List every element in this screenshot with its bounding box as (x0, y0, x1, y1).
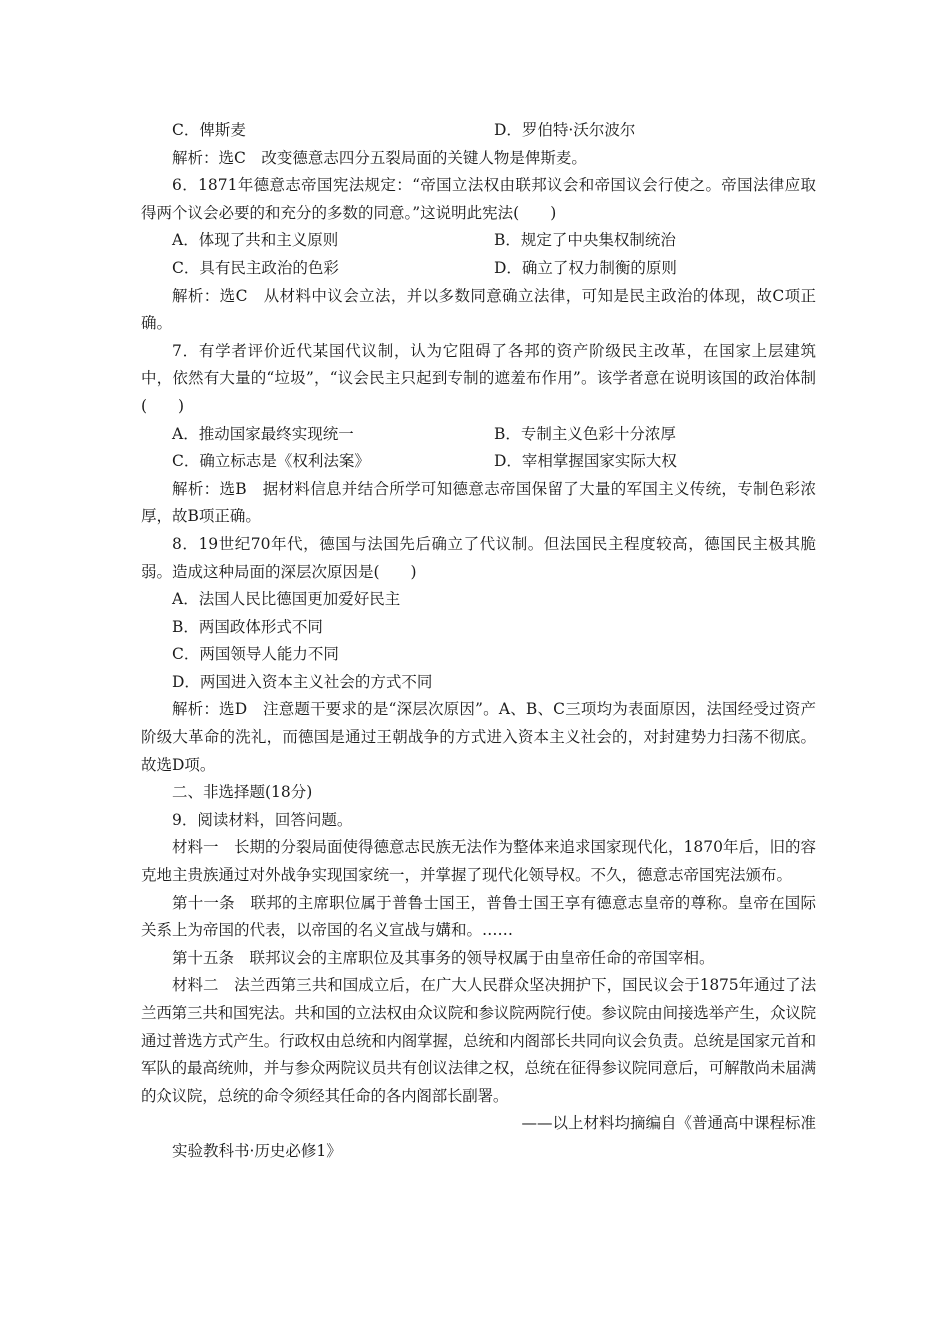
q9-material-2: 材料二 法兰西第三共和国成立后，在广大人民群众坚决拥护下，国民议会于1875年通过了法兰西第三共和国宪法。共和国的立法权由众议院和参议院两院行使。参议院由间接选举产生，众议院通过普选方式产生。行政权由总统和内阁掌握，总统和内阁部长共同向议会负责。总统是国家元首和军队的最高统帅，并与参众两院议员共有创议法律之权，总统在征得参议院同意后，可解散尚未届满的众议院，总统的命令须经其任命的各内阁部长副署。 (141, 976, 816, 1105)
q5-option-c: C．俾斯麦 (172, 121, 246, 139)
q6-option-b: B．规定了中央集权制统治 (494, 231, 676, 250)
q7-option-b: B．专制主义色彩十分浓厚 (494, 424, 676, 443)
q7-option-c: C．确立标志是《权利法案》 (172, 452, 370, 471)
q6-option-d: D．确立了权力制衡的原则 (494, 258, 677, 277)
q9-source-line-1: ——以上材料均摘编自《普通高中课程标准 (521, 1114, 816, 1133)
document-page (141, 117, 816, 1166)
q7-stem: 7．有学者评价近代某国代议制，认为它阻碍了各邦的资产阶级民主改革，在国家上层建筑中，依然有大量的“垃圾”，“议会民主只起到专制的遮羞布作用”。该学者意在说明该国的政治体制( ) (141, 341, 816, 415)
q7-options-row-cd (141, 448, 816, 476)
q8-analysis: 解析：选D 注意题干要求的是“深层次原因”。A、B、C三项均为表面原因，法国经受过资产阶级大革命的洗礼，而德国是通过王朝战争的方式进入资本主义社会的，对封建势力扫荡不彻底。故选D项。 (141, 700, 816, 774)
q8-option-d: D．两国进入资本主义社会的方式不同 (172, 672, 433, 691)
q8-option-c: C．两国领导人能力不同 (172, 645, 339, 664)
q9-stem: 9．阅读材料，回答问题。 (172, 810, 353, 829)
q9-article-11: 第十一条 联邦的主席职位属于普鲁士国王，普鲁士国王享有德意志皇帝的尊称。皇帝在国际关系上为帝国的代表，以帝国的名义宣战与媾和。…… (141, 893, 816, 940)
q6-option-a: A．体现了共和主义原则 (172, 231, 339, 250)
q8-stem: 8．19世纪70年代，德国与法国先后确立了代议制。但法国民主程度较高，德国民主极其脆弱。造成这种局面的深层次原因是( ) (141, 534, 816, 581)
q6-stem: 6．1871年德意志帝国宪法规定：“帝国立法权由联邦议会和帝国议会行使之。帝国法律应取得两个议会必要的和充分的多数的同意。”这说明此宪法( ) (141, 176, 816, 222)
q9-article-15: 第十五条 联邦议会的主席职位及其事务的领导权属于由皇帝任命的帝国宰相。 (172, 948, 715, 967)
q6-analysis: 解析：选C 从材料中议会立法，并以多数同意确立法律，可知是民主政治的体现，故C项正确。 (141, 286, 816, 333)
q7-analysis: 解析：选B 据材料信息并结合所学可知德意志帝国保留了大量的军国主义传统，专制色彩浓厚，故B项正确。 (141, 479, 816, 526)
q9-source-line-2: 实验教科书·历史必修1》 (172, 1141, 342, 1160)
section-heading: 二、非选择题(18分) (172, 783, 313, 802)
q5-analysis: 解析：选C 改变德意志四分五裂局面的关键人物是俾斯麦。 (172, 148, 587, 167)
q6-options-row-ab (141, 227, 816, 255)
q7-option-d: D．宰相掌握国家实际大权 (494, 452, 677, 471)
q7-options-row-ab (141, 421, 816, 449)
q8-option-a: A．法国人民比德国更加爱好民主 (172, 590, 401, 609)
q7-option-a: A．推动国家最终实现统一 (172, 424, 354, 443)
q6-option-c: C．具有民主政治的色彩 (172, 258, 339, 277)
q5-options-row-cd (141, 117, 816, 145)
q9-material-1: 材料一 长期的分裂局面使得德意志民族无法作为整体来追求国家现代化，1870年后，旧的容克地主贵族通过对外战争实现国家统一，并掌握了现代化领导权。不久，德意志帝国宪法颁布。 (141, 838, 816, 885)
q8-option-b: B．两国政体形式不同 (172, 617, 323, 636)
q6-options-row-cd (141, 255, 816, 283)
q5-option-d: D．罗伯特·沃尔波尔 (494, 121, 636, 139)
